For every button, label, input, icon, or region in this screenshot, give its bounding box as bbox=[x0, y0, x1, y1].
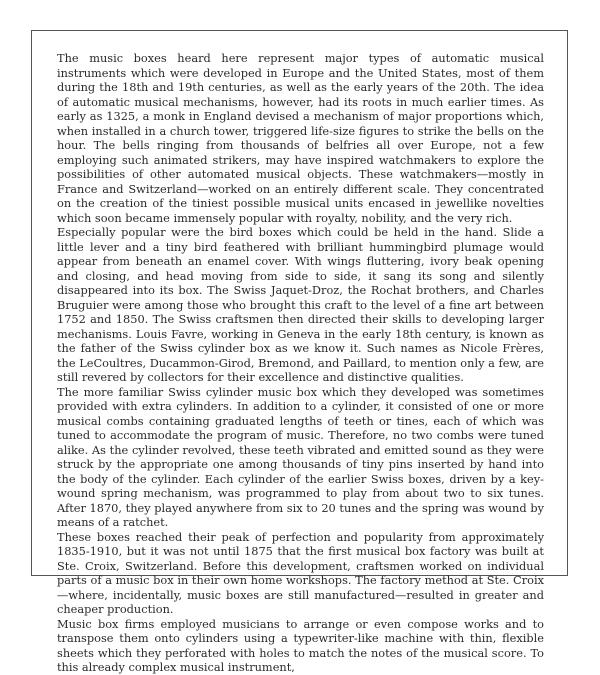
paragraph-5: Music box firms employed musicians to arrange or even compose works and to transpose them onto cylinders using a typewriter-like machine with thin, flexible sheets which they perforated with holes to match the notes of the musical score. To this already complex musical instrument, bbox=[57, 616, 544, 674]
paragraph-3: The more familiar Swiss cylinder music box which they developed was sometimes provided with extra cylinders. In addition to a cylinder, it consisted of one or more musical combs containing graduated lengths of teeth or tines, each of which was tuned to accommodate the program of music. Therefore, no two combs were tuned alike. As the cylinder revolved, these teeth vibrated and emitted sound as they were struck by the appropriate one among thousands of tiny pins inserted by hand into the body of the cylinder. Each cylinder of the earlier Swiss boxes, driven by a key-wound spring mechanism, was programmed to play from about two to six tunes. After 1870, they played anywhere from six to 20 tunes and the spring was wound by means of a ratchet. bbox=[57, 384, 544, 529]
text-frame bbox=[31, 30, 568, 674]
paragraph-1: The music boxes heard here represent major types of automatic musical instruments which were developed in Europe and the United States, most of them during the 18th and 19th centuries, as well as the early years of the 20th. The idea of automatic musical mechanisms, however, had its roots in much earlier times. As early as 1325, a monk in England devised a mechanism of major proportions which, when installed in a church tower, triggered life-size figures to strike the bells on the hour. The bells ringing from thousands of belfries all over Europe, not a few employing such animated strikers, may have inspired watchmakers to explore the possibilities of other automated musical objects. These watchmakers—mostly in France and Switzerland—worked on an entirely different scale. They concentrated on the creation of the tiniest possible musical units encased in jewellike novelties which soon became immensely popular with royalty, nobility, and the very rich. bbox=[57, 51, 544, 225]
document-body bbox=[57, 51, 544, 675]
paragraph-2: Especially popular were the bird boxes which could be held in the hand. Slide a little lever and a tiny bird feathered with brilliant hummingbird plumage would appear from beneath an enamel cover. With wings fluttering, ivory beak opening and closing, and head moving from side to side, it sang its song and silently disappeared into its box. The Swiss Jaquet-Droz, the Rochat brothers, and Charles Bruguier were among those who brought this craft to the level of a fine art between 1752 and 1850. The Swiss craftsmen then directed their skills to developing larger mechanisms. Louis Favre, working in Geneva in the early 18th century, is known as the father of the Swiss cylinder box as we know it. Such names as Nicole Frères, the LeCoultres, Ducammon-Girod, Bremond, and Paillard, to mention only a few, are still revered by collectors for their excellence and distinctive qualities. bbox=[57, 225, 544, 384]
paragraph-4: These boxes reached their peak of perfection and popularity from approximately 1835-1910, but it was not until 1875 that the first musical box factory was built at Ste. Croix, Switzerland. Before this development, craftsmen worked on individual parts of a music box in their own home workshops. The factory method at Ste. Croix—where, incidentally, music boxes are still manufactured—resulted in greater and cheaper production. bbox=[57, 529, 544, 616]
